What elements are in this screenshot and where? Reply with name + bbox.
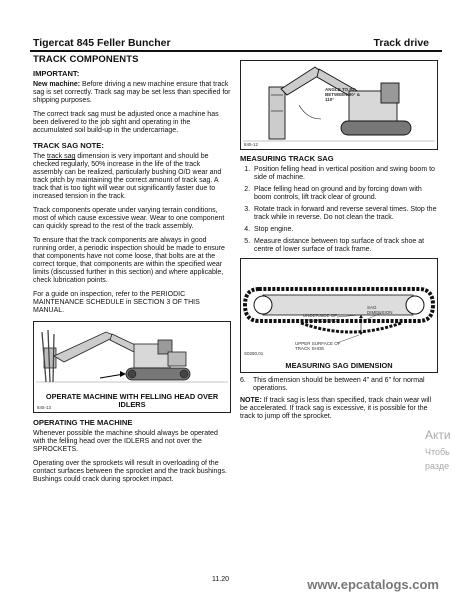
left-column	[33, 52, 231, 490]
sag-post: dimension is very important and should be checked regularly, 50% increase in the life of the track assembly can be realized, particularly bushing O/D wear and track pitch by maintaining the correct amount of track sag. A track that is too tight will wear out significantly faster due to increased tension in the track.	[33, 153, 222, 200]
figure-operate-machine	[33, 321, 231, 413]
activation-overlay	[425, 425, 451, 473]
step-item: 2. Place felling head on ground and by forcing down with boom controls, lift track clear of ground.	[252, 186, 440, 202]
step-6-number: 6.	[240, 377, 246, 384]
track-guard-label: UNDERSIDE OF TRACK GUARD	[302, 313, 337, 323]
track-sag-note-label: TRACK SAG NOTE:	[33, 141, 104, 150]
track-components-heading: TRACK COMPONENTS	[33, 54, 139, 65]
new-machine-text: Before driving a new machine ensure that track sag is set correctly. Track sag may be set less than specified for shipping purposes.	[33, 81, 231, 104]
figure-operate-caption: OPERATE MACHINE WITH FELLING HEAD OVER IDLERS	[45, 392, 219, 410]
sag-dimension-label: SAG DIMENSION	[367, 305, 393, 315]
sag-pre: The	[33, 153, 46, 160]
section-title: Track drive	[373, 37, 429, 49]
track-sag-term: track sag	[47, 153, 76, 160]
figure-sag-caption: MEASURING SAG DIMENSION	[285, 360, 393, 370]
maintenance-reference-paragraph: For a guide on inspection, refer to the PERIODIC MAINTENANCE SCHEDULE in SECTION 3 OF THIS MANUAL.	[33, 291, 200, 314]
manual-title: Tigercat 845 Feller Buncher	[33, 37, 171, 49]
new-machine-paragraph	[33, 81, 231, 105]
angle-label: ANGLE TO BE BETWEEN 90° & 110°	[325, 87, 361, 102]
step-6	[240, 377, 440, 393]
page-number: 11.20	[212, 576, 229, 583]
adjust-paragraph: The correct track sag must be adjusted once a machine has been delivered to the job sight and operating in the accumulated soil build-up in the undercarriage.	[33, 111, 219, 134]
figure-ref-845-13: 845-13	[37, 405, 52, 410]
note-text: If track sag is less than specified, track chain wear will be accelerated. If track sag is excessive, it is possible for the track to jump off the sprocket.	[240, 397, 432, 420]
right-column	[240, 60, 440, 427]
step-6-text: This dimension should be between 4" and 6" for normal operations.	[253, 377, 425, 392]
operating-machine-heading: OPERATING THE MACHINE	[33, 418, 133, 427]
figure-ref-s0280: S0280.01	[244, 351, 264, 356]
important-label: IMPORTANT:	[33, 69, 80, 78]
figure-ref-845-12: 845-12	[244, 142, 259, 147]
measuring-steps-list	[240, 166, 440, 254]
watermark: www.epcatalogs.com	[307, 577, 439, 592]
step-item: 3. Rotate track in forward and reverse several times. Stop the track while in reverse. Do not clean the track.	[252, 206, 440, 222]
overlay-line-1: Акти	[425, 428, 451, 442]
figure-sag-dimension	[240, 258, 438, 373]
inspection-paragraph: To ensure that the track components are always in good running order, a periodic inspection should be made to ensure that components have not come loose, that bolts are at the correct torque, that components are within the specified wear limits (discussed further in this section) and where applicable, check lubrication points.	[33, 237, 225, 284]
machine-angle-illustration	[241, 61, 437, 149]
figure-angle	[240, 60, 438, 150]
overlay-line-3: разде	[425, 461, 450, 471]
measuring-track-sag-heading: MEASURING TRACK SAG	[240, 154, 334, 163]
overlay-line-2: Чтобь	[425, 447, 450, 457]
operating-paragraph: Whenever possible the machine should always be operated with the felling head over the IDLERS and not over the SPROCKETS.	[33, 430, 218, 453]
feller-buncher-illustration	[34, 322, 230, 388]
terrain-paragraph: Track components operate under varying terrain conditions, most of which cause excessive wear. Wear to one component can quickly spread to the rest of the track assembly.	[33, 207, 225, 230]
track-sag-paragraph	[33, 153, 231, 201]
sprocket-paragraph: Operating over the sprockets will result in overloading of the contact surfaces between the sprocket and the track bushings. Bushings could crack during sprocket impact.	[33, 460, 227, 483]
note-label: NOTE:	[240, 397, 262, 404]
note-paragraph	[240, 397, 440, 421]
track-shoe-label: UPPER SURFACE OF TRACK SHOE	[295, 341, 341, 351]
step-item: 4. Stop engine.	[252, 226, 440, 234]
new-machine-label: New machine:	[33, 81, 81, 88]
step-item: 5. Measure distance between top surface of track shoe at centre of lower surface of track frame.	[252, 238, 440, 254]
step-item: 1. Position felling head in vertical position and swing boom to side of machine.	[252, 166, 440, 182]
